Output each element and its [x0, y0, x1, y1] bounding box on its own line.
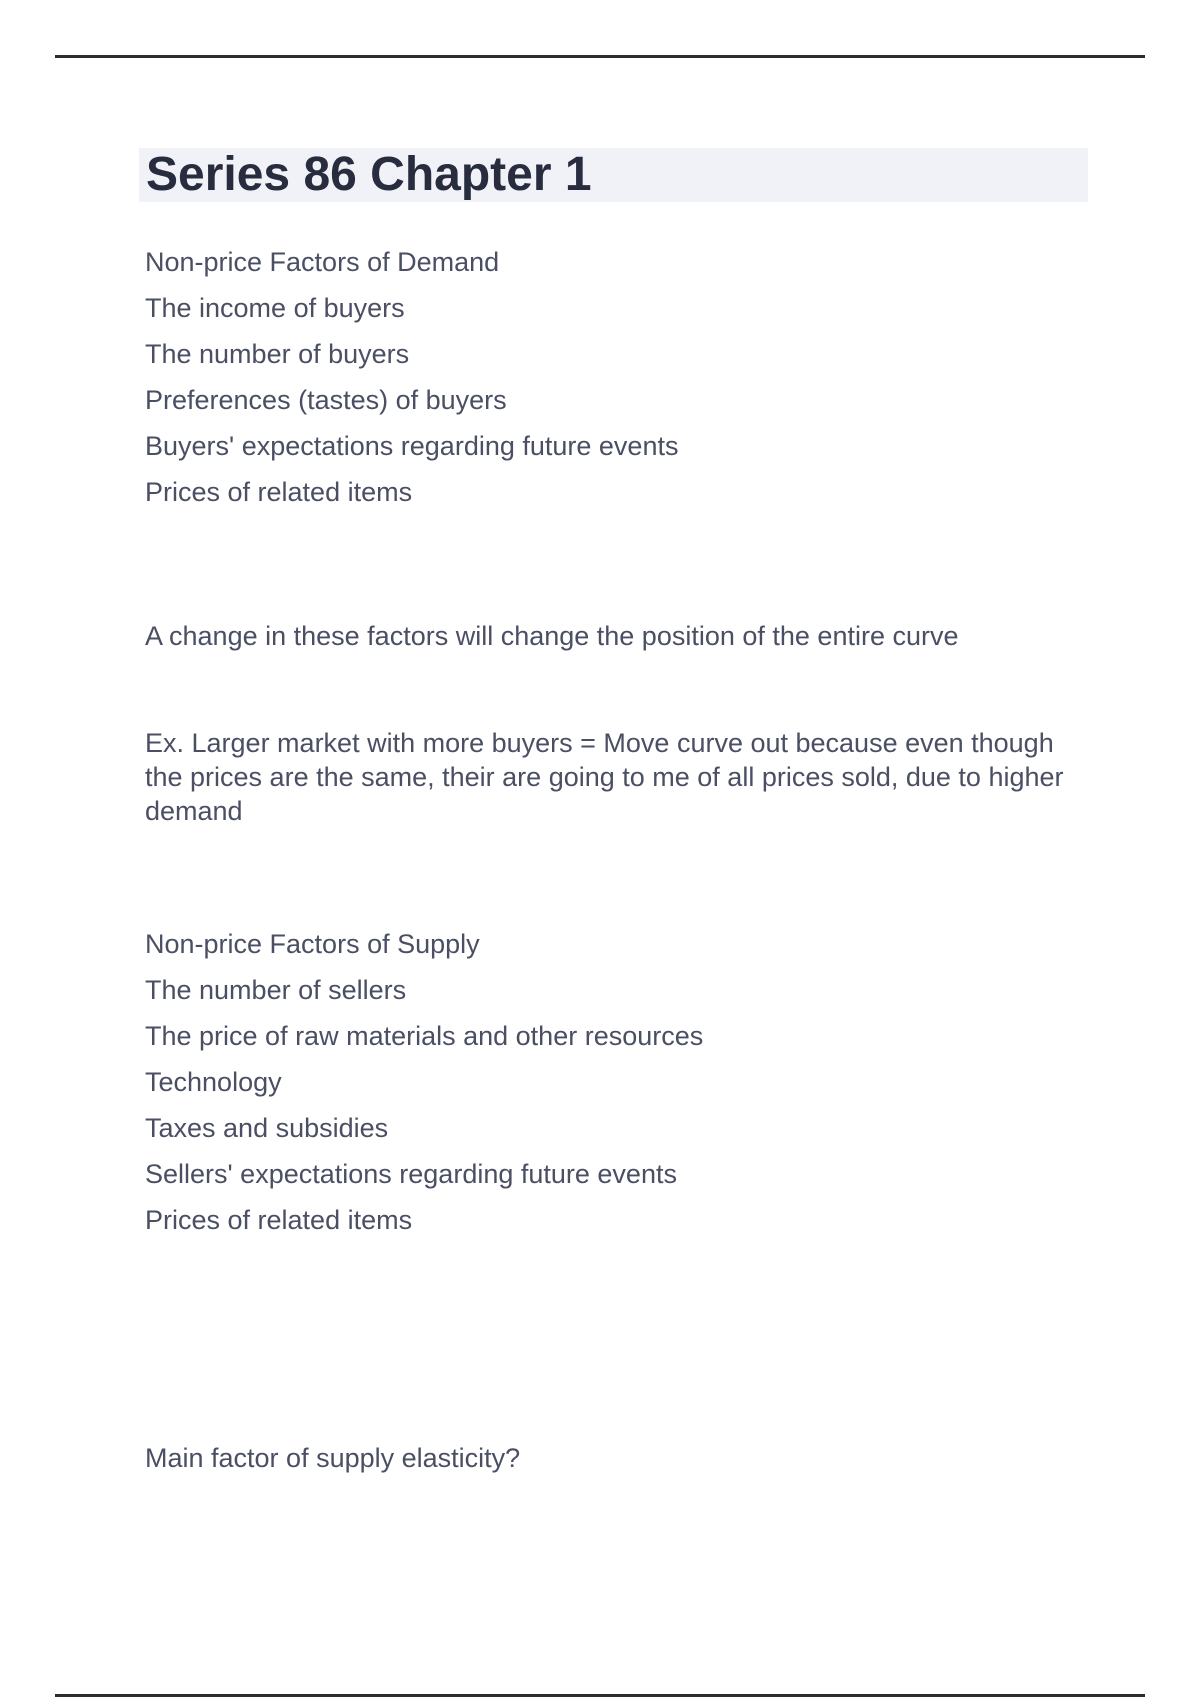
list-item: Preferences (tastes) of buyers [145, 385, 507, 415]
top-divider [55, 55, 1145, 58]
list-item: Prices of related items [145, 1205, 413, 1235]
list-item: The price of raw materials and other resources [145, 1021, 704, 1051]
curve-change-note: A change in these factors will change the position of the entire curve [145, 621, 959, 651]
supply-elasticity-question: Main factor of supply elasticity? [145, 1443, 521, 1473]
demand-section-heading: Non-price Factors of Demand [145, 247, 500, 277]
list-item: Buyers' expectations regarding future events [145, 431, 679, 461]
supply-factors-section [145, 927, 1080, 1237]
title-bar [139, 148, 1088, 202]
example-paragraph: Ex. Larger market with more buyers = Move curve out because even though the prices are the same, their are going to me of all prices sold, due to higher demand [145, 728, 1064, 826]
list-item: The income of buyers [145, 293, 405, 323]
list-item: The number of buyers [145, 339, 410, 369]
demand-factors-section [145, 245, 1080, 509]
list-item: Prices of related items [145, 477, 413, 507]
supply-section-heading: Non-price Factors of Supply [145, 929, 480, 959]
list-item: Sellers' expectations regarding future events [145, 1159, 677, 1189]
page-title: Series 86 Chapter 1 [146, 148, 592, 201]
bottom-divider [55, 1694, 1145, 1697]
list-item: Technology [145, 1067, 282, 1097]
list-item: Taxes and subsidies [145, 1113, 389, 1143]
list-item: The number of sellers [145, 975, 407, 1005]
